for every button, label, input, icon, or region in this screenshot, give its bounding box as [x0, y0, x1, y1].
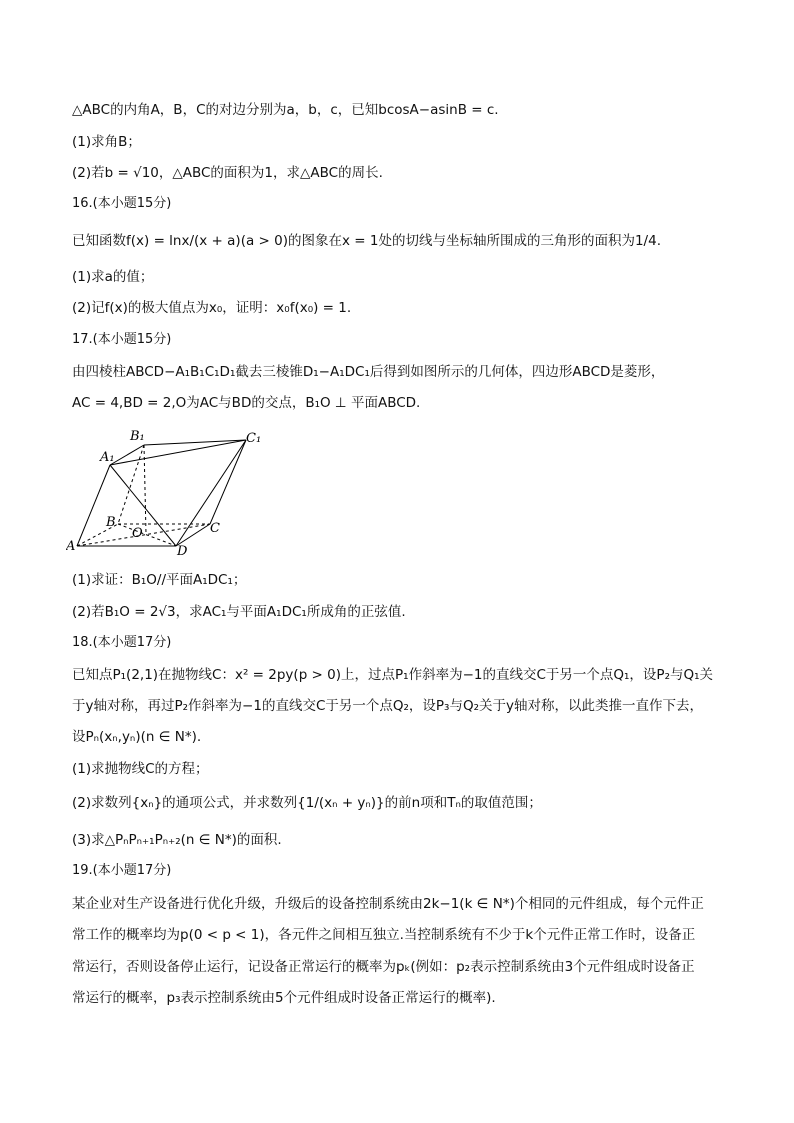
problem18-text-line-3: 设Pₙ(xₙ,yₙ)(n ∈ N*). [72, 729, 202, 745]
problem16-header: 16.(本小题15分) [72, 196, 172, 211]
problem18-part-1: (1)求抛物线C的方程； [72, 761, 209, 777]
problem19-header: 19.(本小题17分) [72, 863, 172, 878]
problem16-text: 已知函数f(x) = lnx/(x + a)(a > 0)的图象在x = 1处的切线与坐标轴所围成的三角形的面积为1/4. [72, 233, 661, 249]
label-O: O [132, 526, 143, 541]
problem15-part-2: (2)若b = √10，△ABC的面积为1，求△ABC的周长. [72, 165, 383, 181]
label-B: B [106, 515, 116, 530]
label-C: C [210, 521, 220, 536]
problem16-part-1: (1)求a的值； [72, 269, 154, 285]
problem17-text-line-2: AC = 4,BD = 2,O为AC与BD的交点，B₁O ⊥ 平面ABCD. [72, 395, 421, 411]
label-A: A [66, 539, 76, 554]
label-C1: C₁ [246, 431, 262, 446]
problem15-text-line-1: △ABC的内角A，B，C的对边分别为a，b，c，已知bcosA−asinB = c. [72, 102, 499, 118]
problem19-text-line-2: 常工作的概率均为p(0 < p < 1)，各元件之间相互独立.当控制系统有不少于k个元件正常工作时，设备正 [72, 927, 696, 943]
problem18-text-line-2: 于y轴对称，再过P₂作斜率为−1的直线交C于另一个点Q₂，设P₃与Q₂关于y轴对称，以此类推一直作下去， [72, 698, 703, 714]
geometry-figure [66, 424, 266, 560]
problem15-part-1: (1)求角B； [72, 134, 141, 150]
problem18-part-3: (3)求△PₙPₙ₊₁Pₙ₊₂(n ∈ N*)的面积. [72, 832, 282, 848]
problem19-text-line-3: 常运行，否则设备停止运行，记设备正常运行的概率为pₖ(例如：p₂表示控制系统由3个元件组成时设备正 [72, 959, 695, 975]
problem19-text-line-1: 某企业对生产设备进行优化升级，升级后的设备控制系统由2k−1(k ∈ N*)个相同的元件组成，每个元件正 [72, 896, 704, 912]
label-A1: A₁ [100, 450, 115, 465]
problem16-part-2: (2)记f(x)的极大值点为x₀，证明：x₀f(x₀) = 1. [72, 300, 352, 316]
problem17-part-2: (2)若B₁O = 2√3，求AC₁与平面A₁DC₁所成角的正弦值. [72, 604, 406, 620]
problem17-header: 17.(本小题15分) [72, 332, 172, 347]
label-D: D [177, 544, 188, 559]
problem18-part-2: (2)求数列{xₙ}的通项公式，并求数列{1/(xₙ + yₙ)}的前n项和Tₙ的取值范围； [72, 795, 542, 811]
problem17-part-1: (1)求证：B₁O//平面A₁DC₁； [72, 572, 247, 588]
problem18-text-line-1: 已知点P₁(2,1)在抛物线C：x² = 2py(p > 0)上，过点P₁作斜率为−1的直线交C于另一个点Q₁，设P₂与Q₁关 [72, 667, 714, 683]
label-B1: B₁ [130, 429, 145, 444]
problem18-header: 18.(本小题17分) [72, 635, 172, 650]
problem17-text-line-1: 由四棱柱ABCD−A₁B₁C₁D₁截去三棱锥D₁−A₁DC₁后得到如图所示的几何体，四边形ABCD是菱形， [72, 364, 665, 380]
problem19-text-line-4: 常运行的概率，p₃表示控制系统由5个元件组成时设备正常运行的概率). [72, 990, 496, 1006]
